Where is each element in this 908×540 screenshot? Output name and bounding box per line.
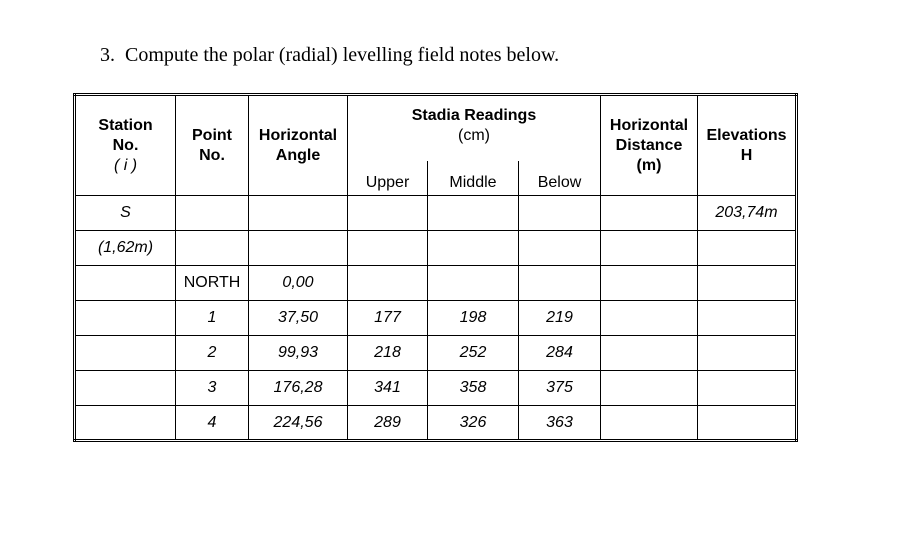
cell-upper [348, 196, 428, 231]
cell-station: (1,62m) [75, 231, 176, 266]
header-stadia-unit: (cm) [458, 127, 490, 144]
cell-upper [348, 231, 428, 266]
cell-upper [348, 266, 428, 301]
cell-point: 3 [176, 371, 249, 406]
cell-angle: 0,00 [249, 266, 348, 301]
cell-elevation [698, 406, 797, 441]
header-point-line-1: Point [192, 126, 232, 144]
header-point-line-2: No. [199, 146, 225, 164]
header-upper: Upper [348, 161, 428, 196]
cell-point: NORTH [176, 266, 249, 301]
header-stadia [348, 95, 601, 161]
header-row-1 [75, 95, 797, 161]
cell-point: 4 [176, 406, 249, 441]
cell-distance [601, 231, 698, 266]
cell-middle: 358 [428, 371, 519, 406]
header-station [75, 95, 176, 196]
cell-station [75, 266, 176, 301]
cell-distance [601, 301, 698, 336]
header-elevation-line-1: Elevations [706, 126, 787, 144]
cell-angle: 176,28 [249, 371, 348, 406]
cell-angle: 37,50 [249, 301, 348, 336]
header-elevation [698, 95, 797, 196]
cell-upper: 341 [348, 371, 428, 406]
cell-distance [601, 336, 698, 371]
cell-point: 1 [176, 301, 249, 336]
cell-distance [601, 406, 698, 441]
header-distance-line-3: (m) [636, 156, 662, 174]
table-row [75, 231, 797, 266]
cell-middle [428, 196, 519, 231]
table-row [75, 301, 797, 336]
header-distance-line-1: Horizontal [609, 116, 689, 134]
cell-distance [601, 371, 698, 406]
question-heading [100, 44, 559, 67]
cell-upper: 177 [348, 301, 428, 336]
cell-upper: 289 [348, 406, 428, 441]
cell-elevation [698, 371, 797, 406]
cell-distance [601, 196, 698, 231]
cell-below: 284 [519, 336, 601, 371]
cell-point [176, 196, 249, 231]
header-station-line-1: Station [98, 116, 153, 134]
cell-distance [601, 266, 698, 301]
header-angle-line-1: Horizontal [258, 126, 338, 144]
header-station-line-2: No. [112, 136, 139, 154]
header-station-line-3: ( i ) [113, 156, 138, 174]
header-stadia-title: Stadia Readings [411, 107, 537, 124]
cell-middle: 326 [428, 406, 519, 441]
cell-elevation [698, 301, 797, 336]
cell-station: S [75, 196, 176, 231]
cell-upper: 218 [348, 336, 428, 371]
header-point [176, 95, 249, 196]
cell-station [75, 301, 176, 336]
cell-elevation [698, 336, 797, 371]
header-angle-line-2: Angle [275, 146, 321, 164]
cell-middle: 252 [428, 336, 519, 371]
cell-elevation: 203,74m [698, 196, 797, 231]
table-row [75, 336, 797, 371]
cell-point: 2 [176, 336, 249, 371]
cell-station [75, 371, 176, 406]
table-row [75, 406, 797, 441]
header-distance-line-2: Distance [615, 136, 683, 154]
cell-below: 375 [519, 371, 601, 406]
cell-below: 219 [519, 301, 601, 336]
field-notes-table [73, 93, 798, 442]
header-elevation-line-2: H [740, 146, 753, 164]
header-distance [601, 95, 698, 196]
table-row [75, 196, 797, 231]
table-row [75, 266, 797, 301]
question-text: Compute the polar (radial) levelling field notes below. [125, 44, 560, 66]
cell-station [75, 406, 176, 441]
table-body [75, 196, 797, 441]
cell-angle: 99,93 [249, 336, 348, 371]
question-number: 3. [100, 44, 115, 66]
cell-below: 363 [519, 406, 601, 441]
cell-middle [428, 231, 519, 266]
cell-station [75, 336, 176, 371]
header-middle: Middle [428, 161, 519, 196]
cell-middle [428, 266, 519, 301]
cell-middle: 198 [428, 301, 519, 336]
cell-angle: 224,56 [249, 406, 348, 441]
cell-point [176, 231, 249, 266]
table-row [75, 371, 797, 406]
cell-below [519, 196, 601, 231]
cell-angle [249, 231, 348, 266]
header-angle [249, 95, 348, 196]
cell-angle [249, 196, 348, 231]
cell-elevation [698, 266, 797, 301]
cell-below [519, 231, 601, 266]
cell-below [519, 266, 601, 301]
cell-elevation [698, 231, 797, 266]
header-below: Below [519, 161, 601, 196]
